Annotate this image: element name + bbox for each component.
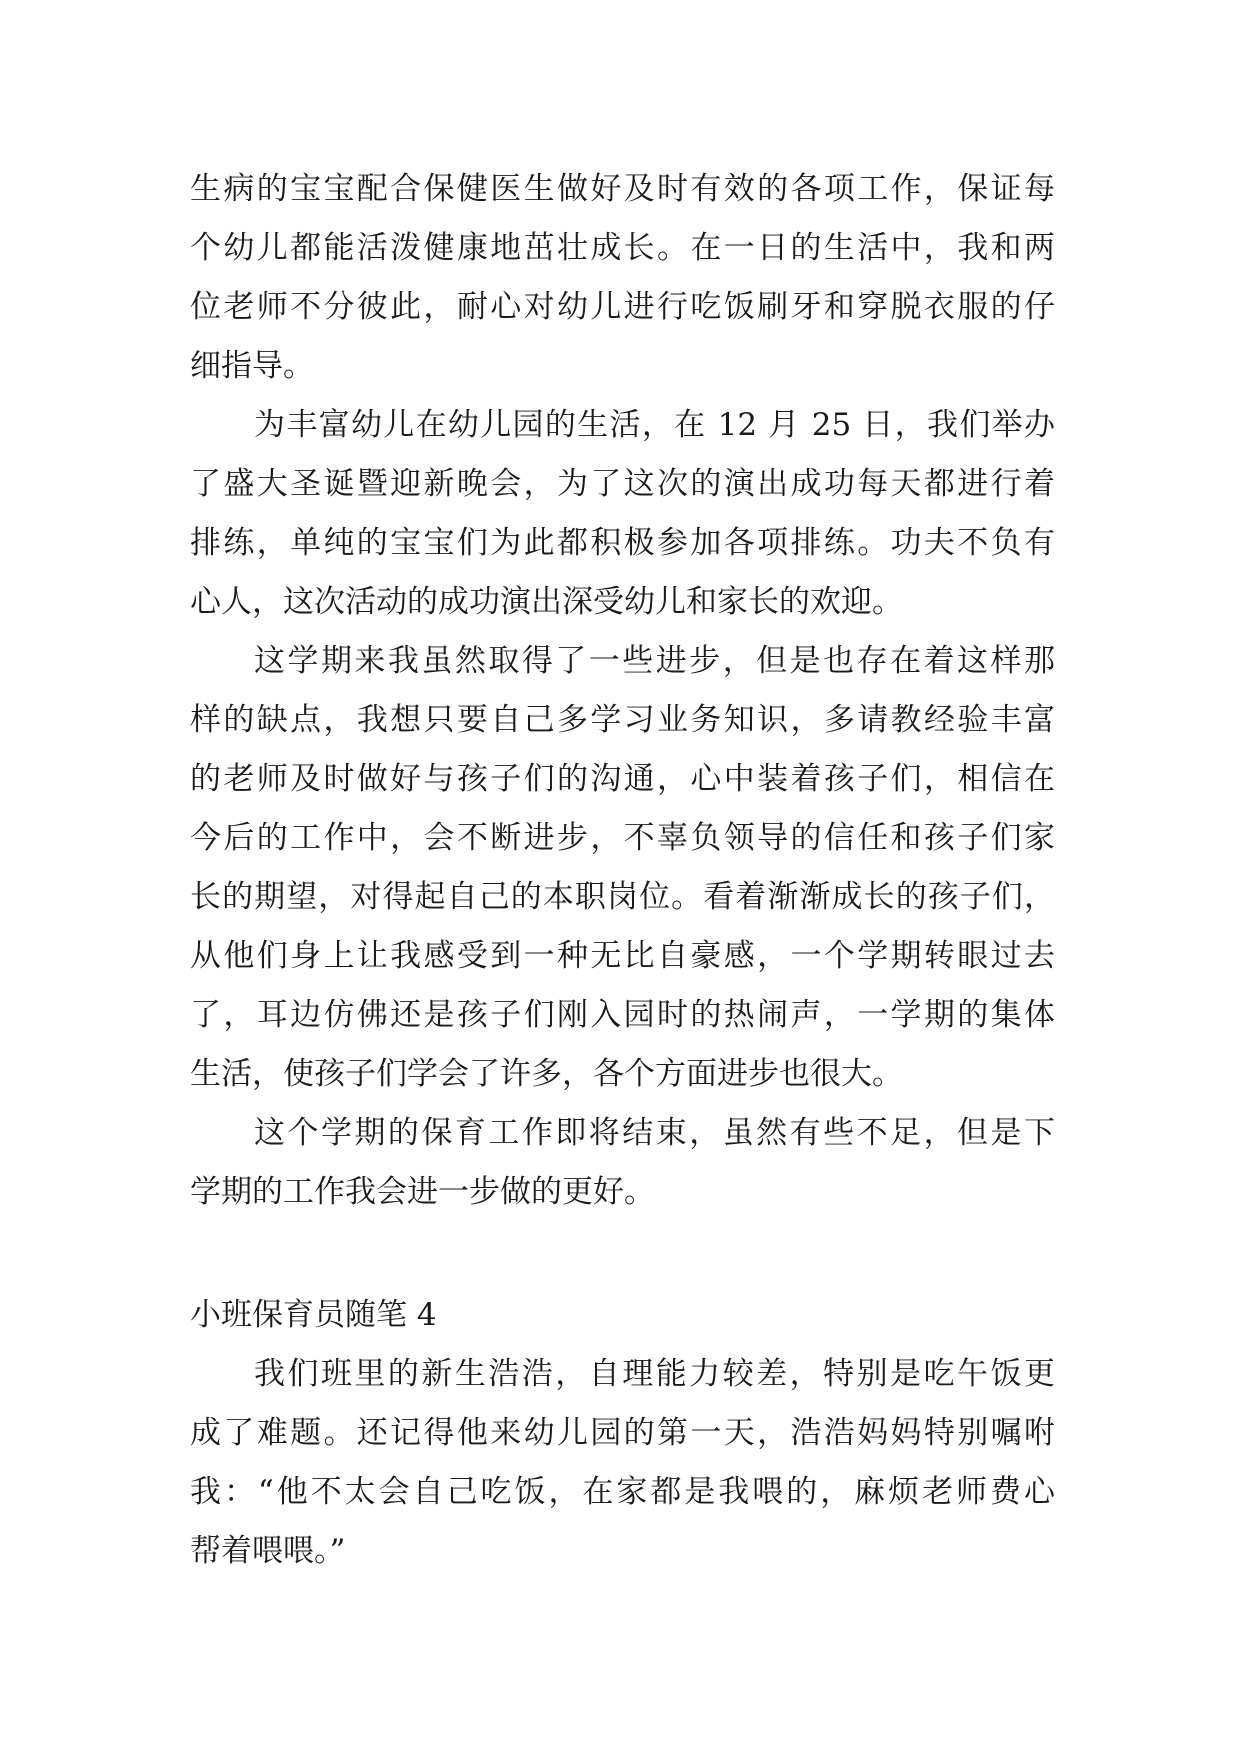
- text-line: 成了难题。还记得他来幼儿园的第一天，浩浩妈妈特别嘱咐: [190, 1415, 1055, 1451]
- text-line: 排练，单纯的宝宝们为此都积极参加各项排练。功夫不负有: [190, 525, 1055, 561]
- text-line: 了盛大圣诞暨迎新晚会，为了这次的演出成功每天都进行着: [190, 466, 1055, 502]
- text-line: 生病的宝宝配合保健医生做好及时有效的各项工作，保证每: [190, 171, 1055, 207]
- text-line: 样的缺点，我想只要自己多学习业务知识，多请教经验丰富: [190, 702, 1055, 738]
- paragraph: [190, 632, 1055, 1104]
- text-line: 从他们身上让我感受到一种无比自豪感，一个学期转眼过去: [190, 938, 1055, 974]
- text-line: 这学期来我虽然取得了一些进步，但是也存在着这样那: [254, 643, 1055, 679]
- text-line: 个幼儿都能活泼健康地茁壮成长。在一日的生活中，我和两: [190, 230, 1055, 266]
- text-line: 我们班里的新生浩浩，自理能力较差，特别是吃午饭更: [254, 1356, 1055, 1392]
- text-line: 位老师不分彼此，耐心对幼儿进行吃饭刷牙和穿脱衣服的仔: [190, 289, 1055, 325]
- paragraph: [190, 1345, 1055, 1581]
- text-line: 细指导。: [190, 348, 314, 384]
- text-line: 的老师及时做好与孩子们的沟通，心中装着孩子们，相信在: [190, 761, 1055, 797]
- text-line: 今后的工作中，会不断进步，不辜负领导的信任和孩子们家: [190, 820, 1055, 856]
- text-line: 学期的工作我会进一步做的更好。: [190, 1174, 655, 1210]
- text-line: 我：“他不太会自己吃饭，在家都是我喂的，麻烦老师费心: [190, 1474, 1055, 1510]
- text-line: 这个学期的保育工作即将结束，虽然有些不足，但是下: [254, 1115, 1055, 1151]
- text-line: 了，耳边仿佛还是孩子们刚入园时的热闹声，一学期的集体: [190, 997, 1055, 1033]
- paragraph: [190, 160, 1055, 396]
- text-line: 长的期望，对得起自己的本职岗位。看着渐渐成长的孩子们，: [190, 879, 1055, 915]
- text-line: 生活，使孩子们学会了许多，各个方面进步也很大。: [190, 1056, 903, 1092]
- document-body: [190, 160, 1055, 1581]
- section-title: 小班保育员随笔 4: [190, 1297, 437, 1333]
- text-line: 心人，这次活动的成功演出深受幼儿和家长的欢迎。: [190, 584, 903, 620]
- paragraph: [190, 396, 1055, 632]
- section-gap: [190, 1222, 1055, 1286]
- text-line: 为丰富幼儿在幼儿园的生活，在 12 月 25 日，我们举办: [254, 407, 1055, 443]
- paragraph: [190, 1104, 1055, 1222]
- text-line: 帮着喂喂。”: [190, 1533, 346, 1569]
